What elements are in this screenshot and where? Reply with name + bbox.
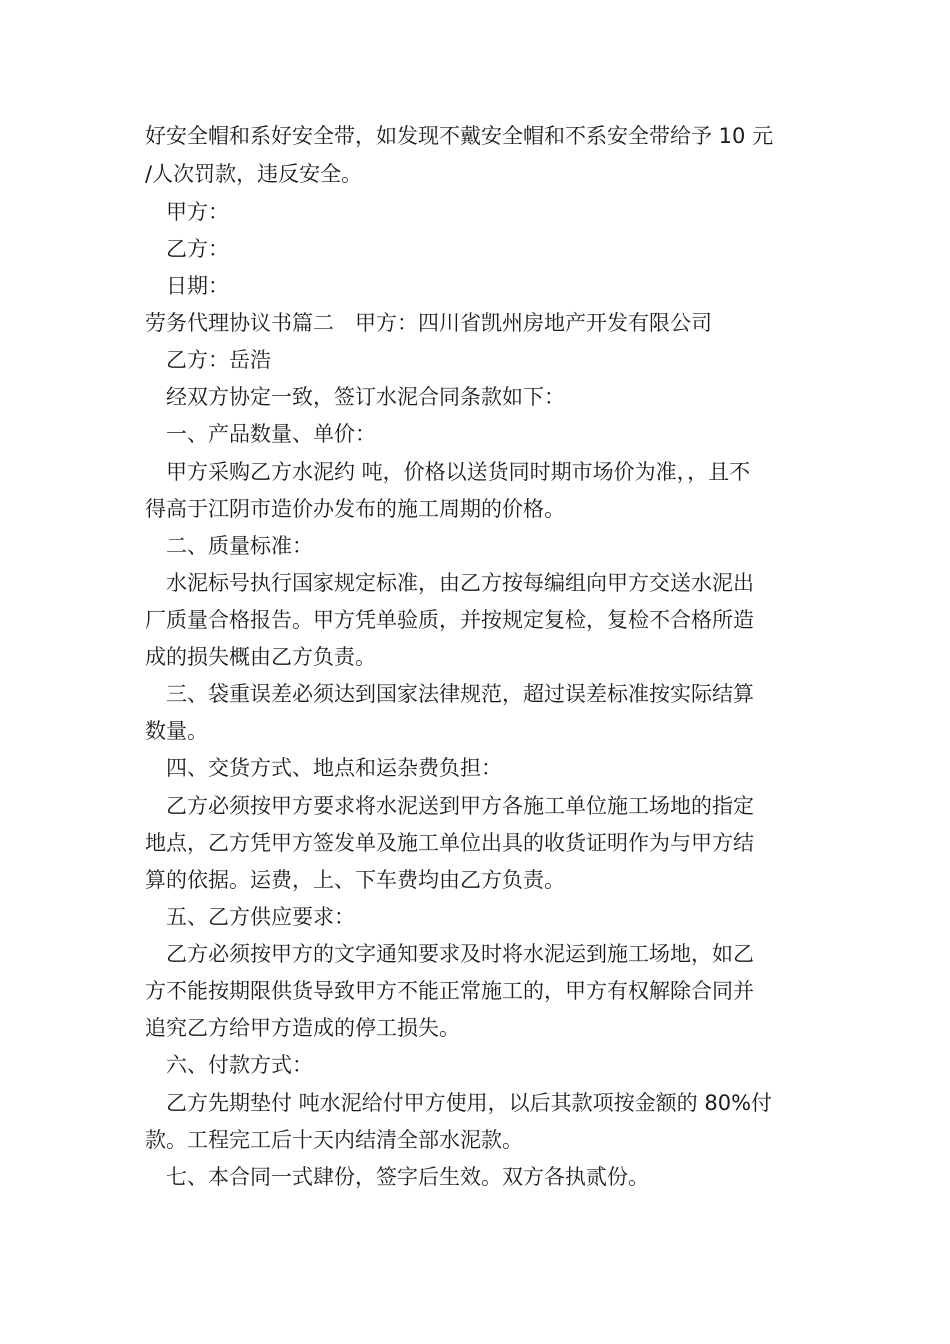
text-line: 厂质量合格报告。甲方凭单验质，并按规定复检，复检不合格所造	[145, 608, 754, 632]
text-line: 乙方必须按甲方的文字通知要求及时将水泥运到施工场地，如乙	[166, 942, 754, 966]
text-line: 乙方先期垫付 吨水泥给付甲方使用，以后其款项按金额的 80%付	[166, 1091, 773, 1115]
text-line: 水泥标号执行国家规定标准，由乙方按每编组向甲方交送水泥出	[166, 571, 754, 595]
text-line: 成的损失概由乙方负责。	[145, 645, 376, 669]
party-b-name: 乙方：岳浩	[166, 348, 271, 372]
section-title: 劳务代理协议书篇二 甲方：四川省凯州房地产开发有限公司	[145, 311, 712, 335]
clause-heading: 四、交货方式、地点和运杂费负担：	[166, 756, 502, 780]
text-line: 数量。	[145, 719, 208, 743]
text-line: 地点，乙方凭甲方签发单及施工单位出具的收货证明作为与甲方结	[145, 831, 754, 855]
text-line: /人次罚款，违反安全。	[145, 162, 363, 186]
text-line: 甲方采购乙方水泥约 吨，价格以送货同时期市场价为准，，且不	[166, 460, 751, 484]
text-line: 追究乙方给甲方造成的停工损失。	[145, 1016, 460, 1040]
date-label: 日期：	[166, 274, 229, 298]
clause-heading: 二、质量标准：	[166, 534, 313, 558]
clause-heading: 五、乙方供应要求：	[166, 905, 355, 929]
text-line: 好安全帽和系好安全带，如发现不戴安全帽和不系安全带给予 10 元	[145, 124, 774, 148]
party-a-label: 甲方：	[166, 200, 229, 224]
text-line: 款。工程完工后十天内结清全部水泥款。	[145, 1128, 523, 1152]
text-line: 方不能按期限供货导致甲方不能正常施工的，甲方有权解除合同并	[145, 979, 754, 1003]
clause-heading: 三、袋重误差必须达到国家法律规范，超过误差标准按实际结算	[166, 682, 754, 706]
clause-heading: 七、本合同一式肆份，签字后生效。双方各执贰份。	[166, 1165, 649, 1189]
text-line: 算的依据。运费，上、下车费均由乙方负责。	[145, 868, 565, 892]
text-line: 乙方必须按甲方要求将水泥送到甲方各施工单位施工场地的指定	[166, 794, 754, 818]
party-b-label: 乙方：	[166, 237, 229, 261]
text-line: 得高于江阴市造价办发布的施工周期的价格。	[145, 497, 565, 521]
text-line: 经双方协定一致，签订水泥合同条款如下：	[166, 385, 565, 409]
clause-heading: 一、产品数量、单价：	[166, 422, 376, 446]
clause-heading: 六、付款方式：	[166, 1053, 313, 1077]
